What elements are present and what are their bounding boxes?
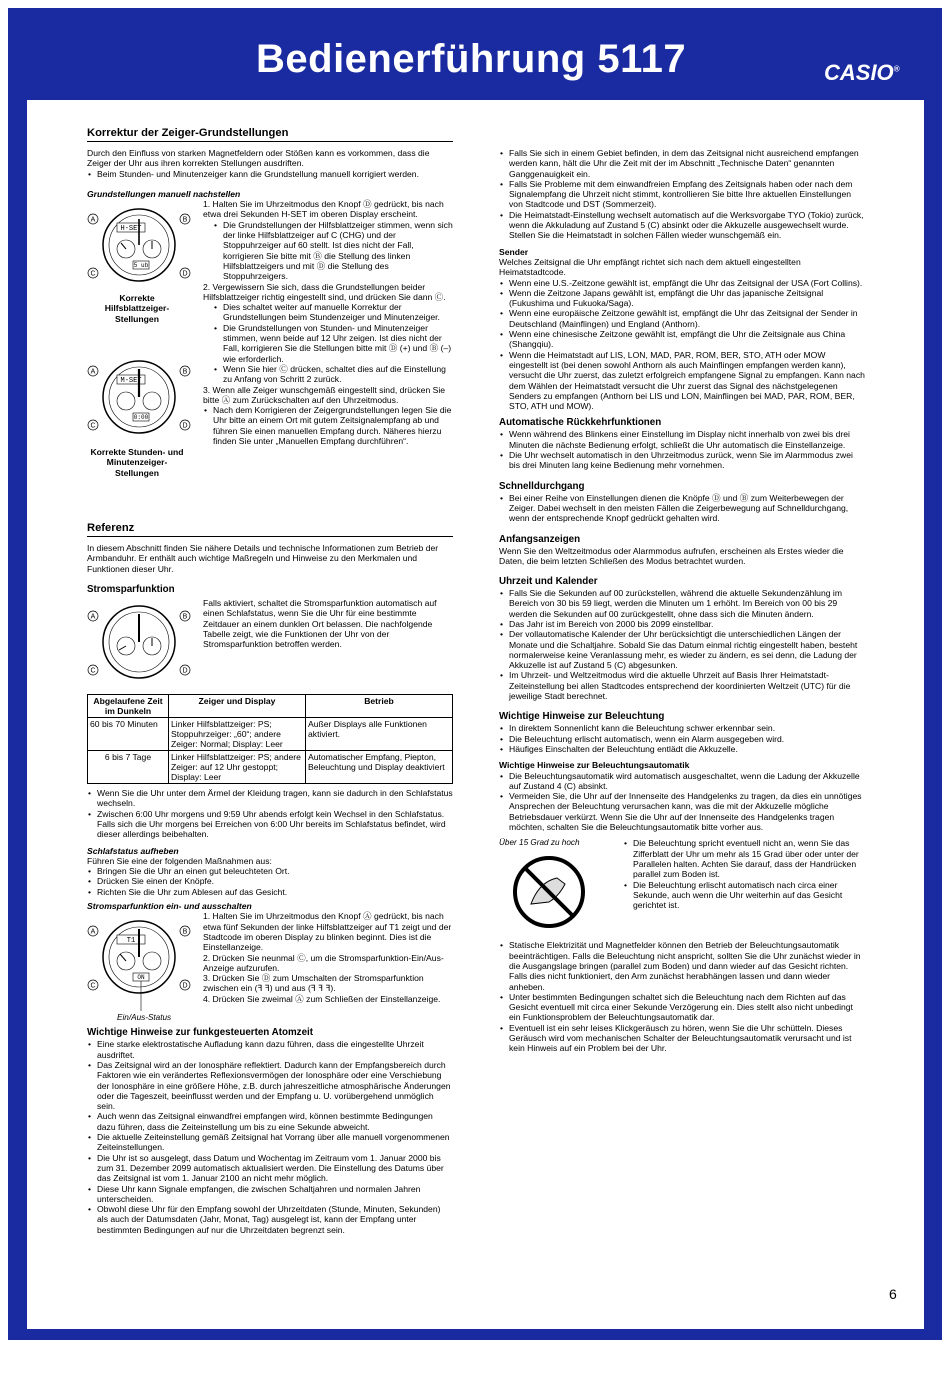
bullet: • Wenn während des Blinkens einer Einstellung im Display nicht innerhalb von zwei bis drei Minuten die nächste Bedienung erfolgt, schließt die Uhr automatisch die Einstellanzeige. [509, 429, 865, 450]
bullet: • Wenn die Zeitzone Japans gewählt ist, empfängt die Uhr das japanische Zeitsignal (Fukushima und Fukuoka/Saga). [509, 288, 865, 309]
bullet: • Wenn eine U.S.-Zeitzone gewählt ist, empfängt die Uhr das Zeitsignal der USA (Fort Collins). [509, 278, 865, 288]
bullet: • Falls Sie sich in einem Gebiet befinden, in dem das Zeitsignal nicht ausreichend empfangen werden kann, hält die Uhr die Zeit mit der im Abschnitt „Technische Daten“ genannten Ganggenauigkeit ein. [509, 148, 865, 179]
button-d-label: D [182, 982, 188, 990]
bullet: • Die Heimatstadt-Einstellung wechselt automatisch auf die Werksvorgabe TYO (Tokio) zurück, wenn die Akkuladung auf Zustand 5 (C) absinkt oder die Akkuzelle ausgewechselt wurde. Stellen Sie die Heimatstadt in solchen Fällen wieder wunschgemäß ein. [509, 210, 865, 241]
bullet: • Nach dem Korrigieren der Zeigergrundstellungen legen Sie die Uhr bitte an einem Ort mit gutem Zeitsignalempfang ab und führen Sie einen manuellen Empfang durch. Näheres hierzu finden Sie unter „Manuellen Empfang durchführen“. [213, 405, 453, 446]
subsection-title: Sender [499, 246, 529, 257]
bullet: • Die aktuelle Zeiteinstellung gemäß Zeitsignal hat Vorrang über alle manuell vorgenommenen Zeiteinstellungen. [97, 1132, 453, 1153]
subsection-title: Anfangsanzeigen [499, 533, 581, 545]
bullet: • Die Uhr wechselt automatisch in den Uhrzeitmodus zurück, wenn Sie im Alarmmodus zwei bis drei Minuten lang keine Bedienung mehr vornehmen. [509, 450, 865, 471]
bullet: • Beim Stunden- und Minutenzeiger kann die Grundstellung manuell korrigiert werden. [97, 169, 453, 179]
button-c-label: C [90, 422, 96, 430]
bullet: • Diese Uhr kann Signale empfangen, die zwischen Schaltjahren und normalen Jahren unterscheiden. [97, 1184, 453, 1205]
bullet: • Wenn Sie die Uhr unter dem Ärmel der Kleidung tragen, kann sie dadurch in den Schlafstatus wechseln. [97, 788, 453, 809]
on-off-figure [87, 911, 453, 1027]
bullet: • Unter bestimmten Bedingungen schaltet sich die Beleuchtung nach dem Richten auf das Gesicht eventuell mit circa einer Sekunde Verzögerung ein. Dies stellt also nicht unbedingt ein Funktionsproblem der Beleuchtungsautomatik dar. [509, 992, 865, 1023]
table-cell: Automatischer Empfang, Piepton, Beleuchtung und Display deaktiviert [306, 751, 453, 784]
subsection-title: Grundstellungen manuell nachstellen [87, 188, 241, 199]
button-a-label: A [90, 216, 96, 224]
bullet: • Zwischen 6:00 Uhr morgens und 9:59 Uhr abends erfolgt kein Wechsel in den Schlafstatus. Falls sich die Uhr morgens bei Erreichen von 6:00 Uhr bereits im Schlafstatus befindet, wird dieser allerdings beibehalten. [97, 809, 453, 840]
table-cell: Linker Hilfsblattzeiger: PS; Stoppuhrzeiger: „60“; andere Zeiger: Normal; Display: Leer [169, 718, 306, 751]
button-c-label: C [90, 667, 96, 675]
bullet: • Bei einer Reihe von Einstellungen dienen die Knöpfe Ⓓ und Ⓑ zum Weiterbewegen der Zeiger. Dabei wechselt in den meisten Fällen die Zeigerbewegung auf Schnelldurchgang, wenn der entsprechende Knopf gedrückt gehalten wird. [509, 493, 865, 524]
bullet: • Die Beleuchtung erlischt automatisch, wenn ein Alarm ausgegeben wird. [509, 734, 865, 744]
bullet: • Die Beleuchtung spricht eventuell nicht an, wenn Sie das Zifferblatt der Uhr um mehr als 15 Grad über oder unter der Parallelen halten. Achten Sie darauf, dass der Handrücken parallel zum Boden ist. [633, 838, 875, 879]
casio-logo: CASIO® [824, 60, 900, 85]
paragraph: Führen Sie eine der folgenden Maßnahmen aus: [87, 855, 272, 866]
right-column [499, 148, 865, 1054]
bullet: • Wenn eine europäische Zeitzone gewählt ist, empfängt die Uhr das Zeitsignal der Sender in Deutschland (Mainflingen) und England (Anthorn). [509, 308, 865, 329]
bullet: • Häufiges Einschalten der Beleuchtung entlädt die Akkuzelle. [509, 744, 865, 754]
table-cell: Linker Hilfsblattzeiger: PS; andere Zeiger: auf 12 Uhr gestoppt; Display: Leer [169, 751, 306, 784]
subsection-title: Wichtige Hinweise zur funkgesteuerten Atomzeit [87, 1027, 313, 1039]
paragraph: In diesem Abschnitt finden Sie nähere Details und technische Informationen zum Betrieb der Armbanduhr. Er enthält auch wichtige Maßregeln und Hinweise zu den Merkmalen und Funktionen dieser Uhr. [87, 543, 439, 574]
display-top-text: T1 [126, 937, 136, 946]
step: 2. Vergewissern Sie sich, dass die Grundstellungen beider Hilfsblattzeiger richtig eingestellt sind, und drücken Sie dann Ⓒ. [203, 281, 446, 302]
bullet: • Das Jahr ist im Bereich von 2000 bis 2099 einstellbar. [509, 619, 865, 629]
bullet: • Dies schaltet weiter auf manuelle Korrektur der Grundstellungen beim Stundenzeiger und Minutenzeiger. [223, 302, 453, 323]
step: 3. Drücken Sie Ⓓ zum Umschalten der Stromsparfunktion zwischen ein (ꟻ ꟻ) und aus (ꟻ ꟻ ꟻ). [203, 973, 424, 994]
paragraph: Welches Zeitsignal die Uhr empfängt richtet sich nach dem aktuell eingestellten Heimatstadtcode. [499, 256, 801, 278]
button-a-label: A [90, 613, 96, 621]
table-row [88, 751, 453, 784]
display-bottom-text: 5 ub [133, 262, 149, 270]
display-top-text: H-SET [120, 225, 142, 234]
bullet: • Die Grundstellungen von Stunden- und Minutenzeiger stimmen, wenn beide auf 12 Uhr zeigen. Ist dies nicht der Fall, korrigieren Sie die Stellungen bitte mit Ⓓ (+) und Ⓑ (–) wie erforderlich. [223, 323, 453, 364]
table-header: Zeiger und Display [169, 695, 306, 718]
bullet: • Vermeiden Sie, die Uhr auf der Innenseite des Handgelenks zu tragen, da dies ein unnötiges Ansprechen der Beleuchtung verursachen kann, was die mit der Akkuzelle mögliche Betriebsdauer verkürzt. Wenn Sie die Uhr auf der Innenseite des Handgelenks tragen möchten, schalten Sie die Beleuchtungsautomatik bitte vorher aus. [509, 791, 865, 832]
button-b-label: B [182, 368, 188, 376]
step: 1. Halten Sie im Uhrzeitmodus den Knopf Ⓐ gedrückt, bis nach etwa fünf Sekunden der linke Hilfsblattzeiger auf T1 zeigt und der Stadtcode im oberen Display zu blinken beginnt. Dies ist die Einstellanzeige. [203, 911, 452, 953]
subsection-title: Schlafstatus aufheben [87, 845, 179, 856]
power-saving-figure [87, 596, 453, 694]
bullet: • Das Zeitsignal wird an der Ionosphäre reflektiert. Dadurch kann der Empfangsbereich durch Faktoren wie ein verändertes Reflexionsvermögen der Ionosphäre oder eine Verschiebung der Ionosphäre in eine größere Höhe, z.B. durch jahreszeitliche atmosphärische Änderungen oder die Tageszeit, beeinflusst werden und der Empfang u. U. vorübergehend unmöglich sein. [97, 1060, 453, 1111]
button-d-label: D [182, 422, 188, 430]
bullet: • Auch wenn das Zeitsignal einwandfrei empfangen wird, können bestimmte Bedingungen dazu führen, dass die Zeiteinstellung um bis zu eine Sekunde abweicht. [97, 1111, 453, 1132]
bullet: • Falls Sie Probleme mit dem einwandfreien Empfang des Zeitsignals haben oder nach dem Signalempfang die Uhrzeit nicht stimmt, kontrollieren Sie bitte Ihre aktuellen Einstellungen von Stadtcode und DST (Sommerzeit). [509, 179, 865, 210]
angle-figure [499, 838, 865, 934]
step: 1. Halten Sie im Uhrzeitmodus den Knopf Ⓓ gedrückt, bis nach etwa drei Sekunden H-SET im oberen Display erscheint. [203, 199, 444, 220]
watch-diagram [87, 913, 197, 1015]
steps [203, 199, 453, 446]
power-saving-table [87, 694, 453, 784]
page-number: 6 [889, 1286, 897, 1302]
bullet: • Bringen Sie die Uhr an einen gut beleuchteten Ort. [97, 866, 453, 876]
bullet: • Eine starke elektrostatische Aufladung kann dazu führen, dass die eingestellte Uhrzeit ausdriftet. [97, 1039, 453, 1060]
figure-label: Korrekte Stunden- und Minutenzeiger-Stellungen [90, 447, 184, 478]
button-d-label: D [182, 667, 188, 675]
paragraph: Durch den Einfluss von starken Magnetfeldern oder Stößen kann es vorkommen, dass die Zeiger der Uhr aus ihren korrekten Stellungen ausdriften. [87, 148, 430, 169]
bullet: • In direktem Sonnenlicht kann die Beleuchtung schwer erkennbar sein. [509, 723, 865, 733]
subsection-title: Schnelldurchgang [499, 480, 585, 492]
steps [203, 911, 453, 1004]
bullet: • Die Beleuchtungsautomatik wird automatisch ausgeschaltet, wenn die Ladung der Akkuzelle auf Zustand 4 (C) absinkt. [509, 771, 865, 792]
button-a-label: A [90, 368, 96, 376]
bullet: • Wenn eine chinesische Zeitzone gewählt ist, empfängt die Uhr die Zeitsignale aus China (Shangqiu). [509, 329, 865, 350]
figure-caption: Ein/Aus-Status [117, 1013, 172, 1023]
paragraph: Wenn Sie den Weltzeitmodus oder Alarmmodus aufrufen, erscheinen als Erstes wieder die Daten, die beim letzten Schließen des Modus betrachtet wurden. [499, 545, 844, 566]
table-header: Betrieb [306, 695, 453, 718]
bullet: • Die Grundstellungen der Hilfsblattzeiger stimmen, wenn sich der linke Hilfsblattzeiger auf C (CHG) und der Stoppuhrzeiger auf 60 stellt. Ist dies nicht der Fall, korrigieren Sie bitte mit Ⓑ die Stellung des linken Hilfsblattzeigers und mit Ⓓ die Stellung des Stoppuhrzeigers. [223, 220, 453, 282]
figure-caption: Über 15 Grad zu hoch [499, 838, 580, 848]
bullet: • Der vollautomatische Kalender der Uhr berücksichtigt die unterschiedlichen Längen der Monate und die Schaltjahre. Sobald Sie das Datum einmal richtig eingestellt haben, besteht normalerweise keine Veranlassung mehr, es wieder zu ändern, es sei denn, die Ladung der Akkuzelle ist auf Zustand 5 (C) abgesunken. [509, 629, 865, 670]
bullet: • Die Beleuchtung erlischt automatisch nach circa einer Sekunde, auch wenn die Uhr weiterhin auf das Gesicht gerichtet ist. [633, 880, 875, 911]
watch-diagram [87, 598, 197, 690]
hand-adjust-figure [87, 199, 453, 521]
paragraph: Falls aktiviert, schaltet die Stromsparfunktion automatisch auf einen Schlafstatus, wenn Sie die Uhr für eine bestimmte Zeitdauer an einem dunklen Ort belassen. Die nachfolgende Tabelle zeigt, wie die Funktionen der Uhr von der Stromsparfunktion betroffen werden. [203, 598, 437, 650]
page-body [27, 100, 924, 1329]
subsection-title: Wichtige Hinweise zur Beleuchtungsautomatik [499, 760, 690, 771]
header [8, 8, 942, 88]
figure-label: Korrekte Hilfsblattzeiger-Stellungen [104, 293, 170, 324]
table-cell: 6 bis 7 Tage [88, 751, 169, 784]
page-frame [8, 8, 942, 1340]
page-title: Bedienerführung 5117 [256, 37, 687, 81]
step: 3. Wenn alle Zeiger wunschgemäß eingestellt sind, drücken Sie bitte Ⓐ zum Zurückschalten auf den Uhrzeitmodus. [203, 384, 446, 405]
bullet: • Die Uhr ist so ausgelegt, dass Datum und Wochentag im Zeitraum vom 1. Januar 2000 bis zum 31. Dezember 2099 automatisch aktualisiert werden. Die Einstellung des Datums über das Zeitsignal ist vom 1. Januar 2100 an nicht mehr möglich. [97, 1153, 453, 1184]
button-d-label: D [182, 270, 188, 278]
bullet: • Wenn Sie hier Ⓒ drücken, schaltet dies auf die Einstellung zu Anfang von Schritt 2 zurück. [223, 364, 453, 385]
bullet: • Im Uhrzeit- und Weltzeitmodus wird die aktuelle Uhrzeit auf Basis Ihrer Heimatstadt-Zeiteinstellung bei allen Stadtcodes entsprechend der koordinierten Weltzeit (UTC) für die jeweilige Stadt berechnet. [509, 670, 865, 701]
subsection-title: Uhrzeit und Kalender [499, 576, 598, 588]
bullet: • Drücken Sie einen der Knöpfe. [97, 876, 453, 886]
subsection-title: Wichtige Hinweise zur Beleuchtung [499, 711, 665, 723]
bullet: • Eventuell ist ein sehr leises Klickgeräusch zu hören, wenn Sie die Uhr schütteln. Dieses Geräusch wird vom mechanischen Schalter der Beleuchtungsautomatik verursacht und ist kein Hinweis auf ein Problem bei der Uhr. [509, 1023, 865, 1054]
bullet: • Statische Elektrizität und Magnetfelder können den Betrieb der Beleuchtungsautomatik beeinträchtigen. Falls die Beleuchtung nicht anspricht, sollten Sie die Uhr zunächst wieder in die Ausgangslage bringen (parallel zum Boden) und dann wieder auf das Gesicht richten. Falls dies nicht funktioniert, den Arm zunächst herabhängen lassen und dann wieder anheben. [509, 940, 865, 991]
table-cell: Außer Displays alle Funktionen aktiviert. [306, 718, 453, 751]
button-a-label: A [90, 928, 96, 936]
left-column [87, 126, 453, 1235]
bullet: • Richten Sie die Uhr zum Ablesen auf das Gesicht. [97, 887, 453, 897]
button-b-label: B [182, 928, 188, 936]
step: 2. Drücken Sie neunmal Ⓒ, um die Stromsparfunktion-Ein/Aus-Anzeige aufzurufen. [203, 952, 444, 973]
button-b-label: B [182, 216, 188, 224]
display-bottom-text: 0:00 [133, 414, 149, 422]
table-cell: 60 bis 70 Minuten [88, 718, 169, 751]
no-tilt-icon [509, 852, 589, 932]
section-title: Korrektur der Zeiger-Grundstellungen [87, 126, 453, 142]
bullet: • Obwohl diese Uhr für den Empfang sowohl der Uhrzeitdaten (Stunde, Minuten, Sekunden) als auch der Datumsdaten (Jahr, Monat, Tag) ausgelegt ist, kann der Empfang unter bestimmten Bedingungen auf nur die Uhrzeitdaten begrenzt sein. [97, 1204, 453, 1235]
button-b-label: B [182, 613, 188, 621]
section-title: Referenz [87, 521, 453, 537]
subsection-title: Automatische Rückkehrfunktionen [499, 417, 662, 429]
subsection-title: Stromsparfunktion ein- und ausschalten [87, 901, 252, 912]
table-header: Abgelaufene Zeit im Dunkeln [88, 695, 169, 718]
button-c-label: C [90, 982, 96, 990]
step: 4. Drücken Sie zweimal Ⓐ zum Schließen der Einstellanzeige. [203, 993, 441, 1004]
table-row [88, 718, 453, 751]
button-c-label: C [90, 270, 96, 278]
bullet: • Falls Sie die Sekunden auf 00 zurückstellen, während die aktuelle Sekundenzählung im Bereich von 30 bis 59 liegt, werden die Minuten um 1 erhöht. Im Bereich von 00 bis 29 werden die Sekunden auf 00 zurückgestellt, ohne dass sich die Minuten ändern. [509, 588, 865, 619]
display-bottom-text: ON [137, 974, 145, 982]
display-top-text: M-SET [120, 377, 142, 386]
subsection-title: Stromsparfunktion [87, 584, 175, 596]
bullet: • Wenn die Heimatstadt auf LIS, LON, MAD, PAR, ROM, BER, STO, ATH oder MOW eingestellt ist (bei denen sowohl Anthorn als auch Mainflingen empfangen werden kann), versucht die Uhr zuerst, das zuletzt erfolgreich empfangene Signal zu empfangen. Kann nach dem Wählen der Heimatstadt versucht die Uhr zuerst das Signal des nächstgelegenen Senders zu empfangen (Anthorn bei LIS und LON, Mainflingen bei MAD, PAR, ROM, BER, STO, ATH und MOW). [509, 350, 865, 412]
